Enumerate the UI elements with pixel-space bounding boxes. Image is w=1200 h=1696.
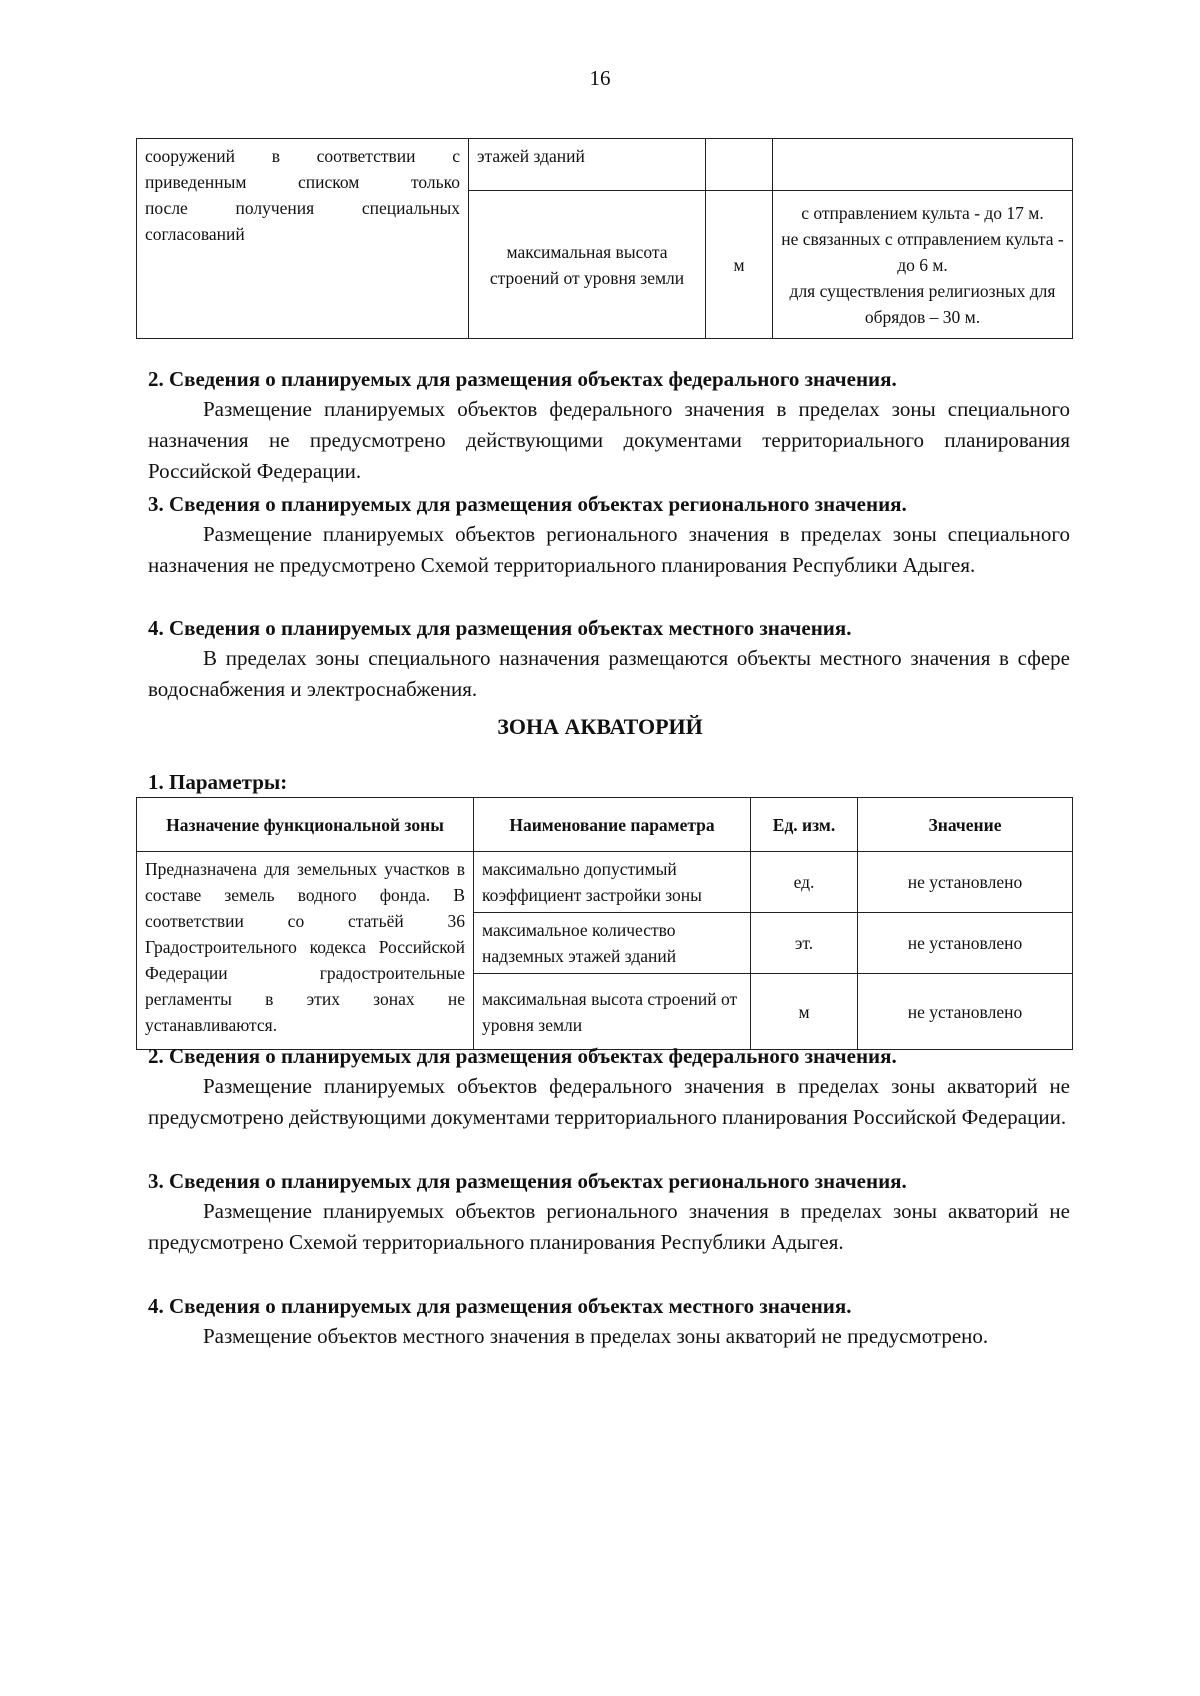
paragraph-text: В пределах зоны специального назначения размещаются объекты местного значения в сфере водоснабжения и электроснабжения.: [148, 646, 1070, 701]
page-number: 16: [589, 66, 611, 90]
zone-title: ЗОНА АКВАТОРИЙ: [497, 714, 703, 739]
section-paragraph: [148, 1321, 1070, 1352]
zone-purpose-cell: [137, 139, 469, 339]
section-heading: 3. Сведения о планируемых для размещения объектах регионального значения.: [148, 1169, 907, 1193]
special-zone-params-table: [136, 138, 1073, 339]
header-value: Значение: [858, 798, 1073, 852]
section-paragraph: [148, 394, 1070, 487]
param-cell: максимальная высота строений от уровня земли: [469, 191, 706, 339]
paragraph-text: Размещение планируемых объектов регионального значения в пределах зоны акваторий не предусмотрено Схемой территориального планирования Республики Адыгея.: [148, 1199, 1070, 1254]
value-line: с отправлением культа - до 17 м.: [801, 202, 1044, 223]
header-purpose: Назначение функциональной зоны: [137, 798, 474, 852]
section-heading: 4. Сведения о планируемых для размещения объектах местного значения.: [148, 616, 852, 640]
value-cell: [773, 191, 1073, 339]
purpose-line: согласований: [145, 224, 245, 244]
value-cell: не установлено: [858, 913, 1073, 974]
param-cell: максимальная высота строений от уровня земли: [474, 974, 751, 1050]
param-cell: этажей зданий: [469, 139, 706, 191]
value-cell: [773, 139, 1073, 191]
section-paragraph: [148, 643, 1070, 705]
unit-cell: [706, 139, 773, 191]
section-paragraph: [148, 1071, 1070, 1133]
section-paragraph: [148, 1196, 1070, 1258]
zone-purpose-cell: Предназначена для земельных участков в составе земель водного фонда. В соответствии со статьёй 36 Градостроительного кодекса Российской Федерации градостроительные регламенты в этих зонах не устанавливаются.: [137, 852, 474, 1050]
value-line: не связанных с отправлением культа - до 6 м.: [781, 228, 1064, 275]
header-param: Наименование параметра: [474, 798, 751, 852]
header-unit: Ед. изм.: [751, 798, 858, 852]
section-heading: 2. Сведения о планируемых для размещения объектах федерального значения.: [148, 367, 897, 391]
param-cell: максимальное количество надземных этажей зданий: [474, 913, 751, 974]
param-cell: максимально допустимый коэффициент застройки зоны: [474, 852, 751, 913]
unit-cell: ед.: [751, 852, 858, 913]
aquatory-params-table: [136, 797, 1073, 1050]
section-paragraph: [148, 519, 1070, 581]
purpose-line: сооружений в соответствии с: [145, 146, 460, 166]
paragraph-text: Размещение объектов местного значения в пределах зоны акваторий не предусмотрено.: [203, 1324, 989, 1348]
section-heading: 4. Сведения о планируемых для размещения объектах местного значения.: [148, 1294, 852, 1318]
paragraph-text: Размещение планируемых объектов регионального значения в пределах зоны специального назначения не предусмотрено Схемой территориального планирования Республики Адыгея.: [148, 522, 1070, 577]
section-heading: 3. Сведения о планируемых для размещения объектах регионального значения.: [148, 492, 907, 516]
unit-cell: м: [751, 974, 858, 1050]
value-cell: не установлено: [858, 852, 1073, 913]
paragraph-text: Размещение планируемых объектов федерального значения в пределах зоны акваторий не предусмотрено действующими документами территориального планирования Российской Федерации.: [148, 1074, 1070, 1129]
section-heading: 2. Сведения о планируемых для размещения объектах федерального значения.: [148, 1044, 897, 1068]
paragraph-text: Размещение планируемых объектов федерального значения в пределах зоны специального назначения не предусмотрено действующими документами территориального планирования Российской Федерации.: [148, 397, 1070, 483]
unit-cell: м: [706, 191, 773, 339]
params-title: 1. Параметры:: [148, 770, 288, 794]
purpose-line: приведенным списком только: [145, 172, 460, 192]
unit-cell: эт.: [751, 913, 858, 974]
purpose-line: после получения специальных: [145, 198, 460, 218]
value-line: для существления религиозных для обрядов – 30 м.: [789, 280, 1056, 327]
value-cell: не установлено: [858, 974, 1073, 1050]
